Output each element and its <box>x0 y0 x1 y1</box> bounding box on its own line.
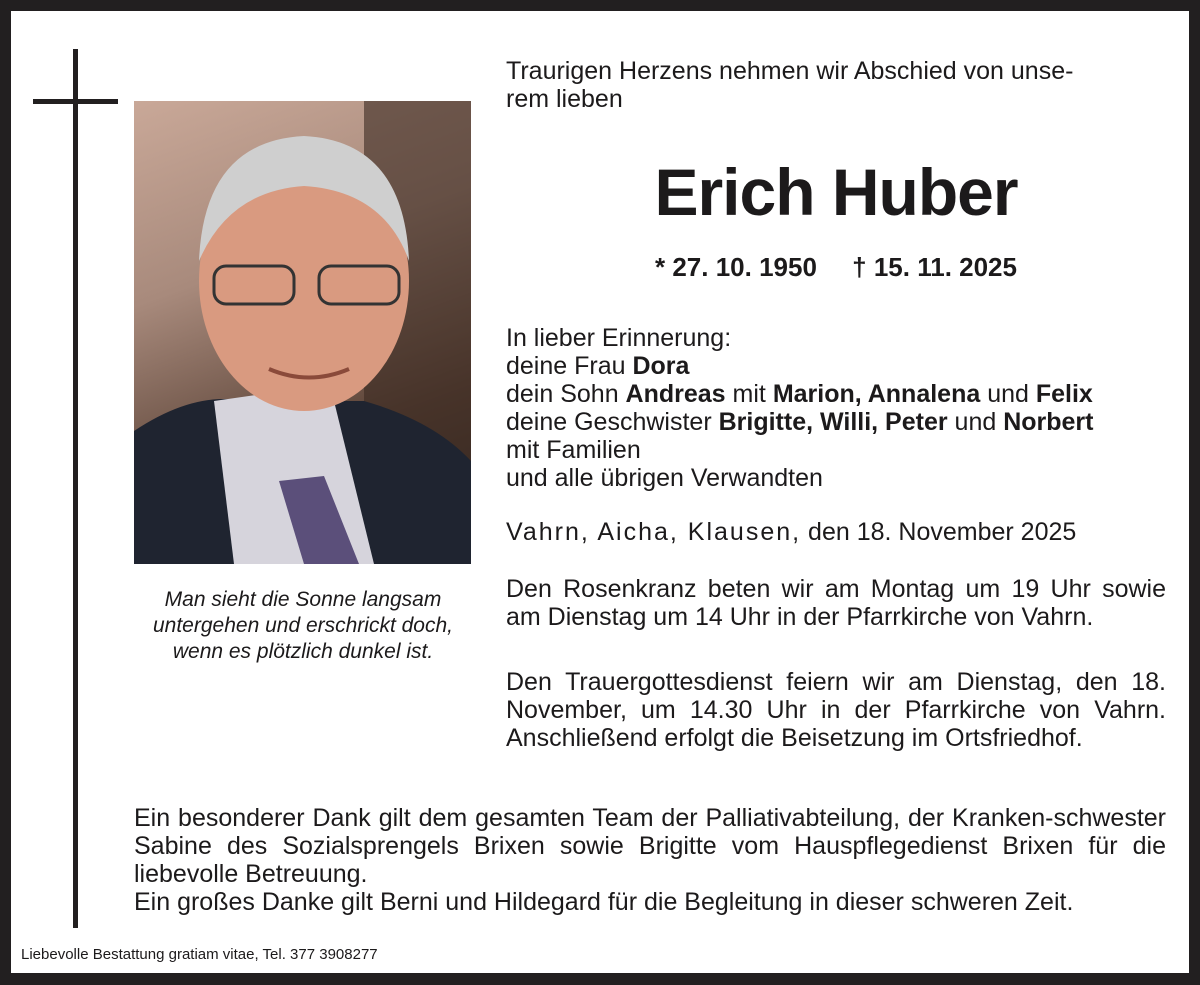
family-heading: In lieber Erinnerung: <box>506 324 732 352</box>
date: den 18. November 2025 <box>801 518 1077 546</box>
text: und <box>947 408 1004 436</box>
text: dein Sohn <box>506 380 626 408</box>
text: und <box>980 380 1036 408</box>
family-line: und alle übrigen Verwandten <box>506 464 823 492</box>
family-line <box>506 408 1186 436</box>
cross-icon-bar <box>33 99 118 104</box>
thanks-paragraph: Ein großes Danke gilt Berni und Hildegard für die Begleitung in dieser schweren Zeit. <box>134 888 1074 916</box>
name: Felix <box>1035 380 1093 408</box>
thanks-paragraph: Ein besonderer Dank gilt dem gesamten Team der Palliativabteilung, der Kranken-schwester Sabine des Sozialsprengels Brixen sowie Brigitte vom Hauspflegedienst Brixen für die liebevolle Betreuung. <box>134 804 1166 888</box>
cross-icon <box>73 49 78 928</box>
family-line: mit Familien <box>506 436 641 464</box>
intro-line: rem lieben <box>506 85 623 113</box>
name: Marion, Annalena <box>772 380 981 408</box>
birth-date: * 27. 10. 1950 <box>655 252 817 282</box>
family-line <box>506 380 1186 408</box>
intro-text <box>506 57 1166 113</box>
quote: Man sieht die Sonne langsam untergehen und erschrickt doch, wenn es plötzlich dunkel ist. <box>152 588 454 663</box>
footer-funeral-home: Liebevolle Bestattung gratiam vitae, Tel. 377 3908277 <box>21 946 378 963</box>
name: Brigitte, Willi, Peter <box>718 408 948 436</box>
family-line <box>506 352 1186 380</box>
portrait-photo <box>134 101 471 564</box>
text: deine Frau <box>506 352 633 380</box>
family-list <box>506 324 1186 492</box>
thanks-text <box>134 804 1166 916</box>
name: Andreas <box>625 380 726 408</box>
rosary-text: Den Rosenkranz beten wir am Montag um 19 Uhr sowie am Dienstag um 14 Uhr in der Pfarrkirche von Vahrn. <box>506 575 1166 631</box>
deceased-name: Erich Huber <box>654 155 1018 229</box>
name: Dora <box>632 352 690 380</box>
intro-line: Traurigen Herzens nehmen wir Abschied von unse- <box>506 57 1074 85</box>
life-dates <box>506 252 1166 282</box>
text: deine Geschwister <box>506 408 719 436</box>
place-date <box>506 518 1166 546</box>
name: Norbert <box>1003 408 1094 436</box>
text: mit <box>725 380 773 408</box>
death-date: † 15. 11. 2025 <box>852 252 1017 282</box>
funeral-text: Den Trauergottesdienst feiern wir am Dienstag, den 18. November, um 14.30 Uhr in der Pfarrkirche von Vahrn. Anschließend erfolgt die Beisetzung im Ortsfriedhof. <box>506 668 1166 752</box>
places: Vahrn, Aicha, Klausen, <box>506 518 802 546</box>
